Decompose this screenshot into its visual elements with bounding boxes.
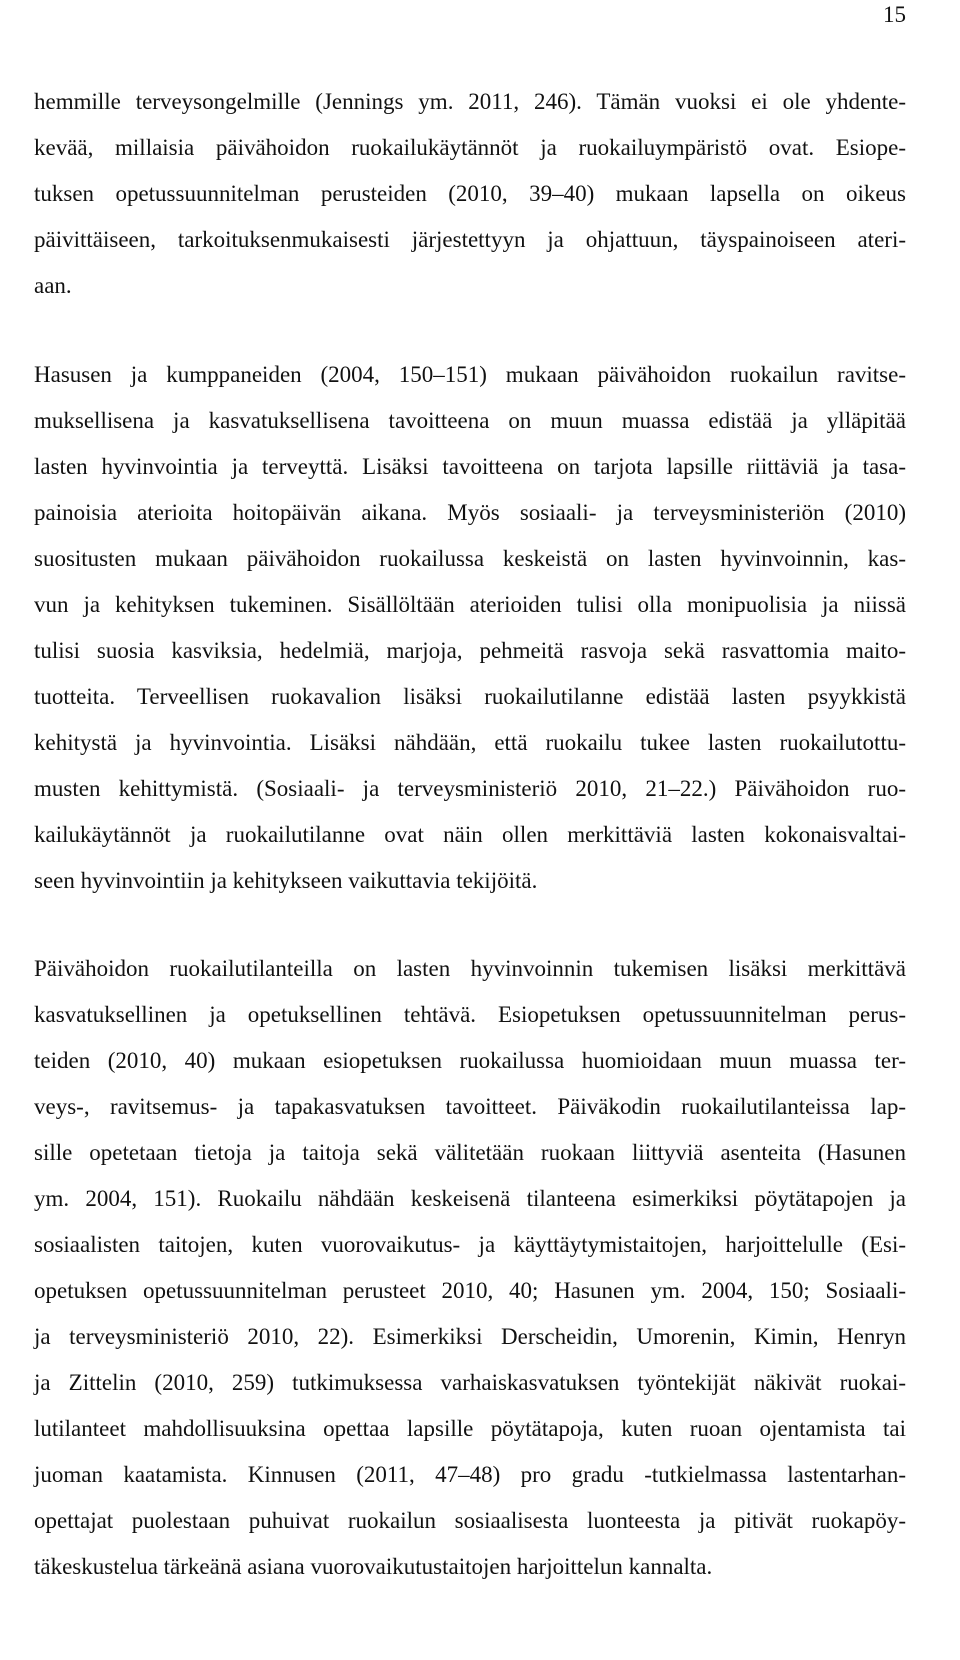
text-line: opetuksen opetussuunnitelman perusteet 2010, 40; Hasunen ym. 2004, 150; Sosiaali- — [34, 1278, 906, 1303]
text-line: tuotteita. Terveellisen ruokavalion lisäksi ruokailutilanne edistää lasten psyykkistä — [34, 684, 906, 709]
text-line: muksellisena ja kasvatuksellisena tavoitteena on muun muassa edistää ja ylläpitää — [34, 408, 906, 433]
text-line: Päivähoidon ruokailutilanteilla on lasten hyvinvoinnin tukemisen lisäksi merkittävä — [34, 956, 906, 981]
text-line: painoisia aterioita hoitopäivän aikana. Myös sosiaali- ja terveysministeriön (2010) — [34, 500, 906, 525]
text-line: kehitystä ja hyvinvointia. Lisäksi nähdään, että ruokailu tukee lasten ruokailutottu- — [34, 730, 906, 755]
text-line: Hasusen ja kumppaneiden (2004, 150–151) mukaan päivähoidon ruokailun ravitse- — [34, 362, 906, 387]
text-line: opettajat puolestaan puhuivat ruokailun sosiaalisesta luonteesta ja pitivät ruokapöy- — [34, 1508, 906, 1533]
text-line: teiden (2010, 40) mukaan esiopetuksen ruokailussa huomioidaan muun muassa ter- — [34, 1048, 906, 1073]
text-line: aan. — [34, 273, 72, 298]
text-line: kailukäytännöt ja ruokailutilanne ovat näin ollen merkittäviä lasten kokonaisvaltai- — [34, 822, 906, 847]
page-number: 15 — [883, 2, 906, 27]
text-line: ym. 2004, 151). Ruokailu nähdään keskeisenä tilanteena esimerkiksi pöytätapojen ja — [34, 1186, 906, 1211]
text-line: tulisi suosia kasviksia, hedelmiä, marjoja, pehmeitä rasvoja sekä rasvattomia maito- — [34, 638, 906, 663]
text-line: hemmille terveysongelmille (Jennings ym. 2011, 246). Tämän vuoksi ei ole yhdente- — [34, 89, 906, 114]
text-line: sosiaalisten taitojen, kuten vuorovaikutus- ja käyttäytymistaitojen, harjoittelulle (Esi- — [34, 1232, 906, 1257]
text-line: sille opetetaan tietoja ja taitoja sekä välitetään ruokaan liittyviä asenteita (Hasunen — [34, 1140, 906, 1165]
text-line: täkeskustelua tärkeänä asiana vuorovaikutustaitojen harjoittelun kannalta. — [34, 1554, 713, 1579]
text-line: ja Zittelin (2010, 259) tutkimuksessa varhaiskasvatuksen työntekijät näkivät ruokai- — [34, 1370, 906, 1395]
text-line: suositusten mukaan päivähoidon ruokailussa keskeistä on lasten hyvinvoinnin, kas- — [34, 546, 906, 571]
text-line: ja terveysministeriö 2010, 22). Esimerkiksi Derscheidin, Umorenin, Kimin, Henryn — [34, 1324, 906, 1349]
text-line: veys-, ravitsemus- ja tapakasvatuksen tavoitteet. Päiväkodin ruokailutilanteissa lap- — [34, 1094, 906, 1119]
text-line: lasten hyvinvointia ja terveyttä. Lisäksi tavoitteena on tarjota lapsille riittäviä ja tasa- — [34, 454, 906, 479]
text-line: musten kehittymistä. (Sosiaali- ja terveysministeriö 2010, 21–22.) Päivähoidon ruo- — [34, 776, 906, 801]
text-line: lutilanteet mahdollisuuksina opettaa lapsille pöytätapoja, kuten ruoan ojentamista tai — [34, 1416, 906, 1441]
text-line: juoman kaatamista. Kinnusen (2011, 47–48) pro gradu -tutkielmassa lastentarhan- — [34, 1462, 906, 1487]
text-line: päivittäiseen, tarkoituksenmukaisesti järjestettyyn ja ohjattuun, täyspainoiseen ateri- — [34, 227, 906, 252]
text-line: tuksen opetussuunnitelman perusteiden (2010, 39–40) mukaan lapsella on oikeus — [34, 181, 906, 206]
text-line: vun ja kehityksen tukeminen. Sisällöltään aterioiden tulisi olla monipuolisia ja niissä — [34, 592, 906, 617]
text-line: seen hyvinvointiin ja kehitykseen vaikuttavia tekijöitä. — [34, 868, 538, 893]
text-line: kasvatuksellinen ja opetuksellinen tehtävä. Esiopetuksen opetussuunnitelman perus- — [34, 1002, 906, 1027]
text-line: kevää, millaisia päivähoidon ruokailukäytännöt ja ruokailuympäristö ovat. Esiope- — [34, 135, 906, 160]
